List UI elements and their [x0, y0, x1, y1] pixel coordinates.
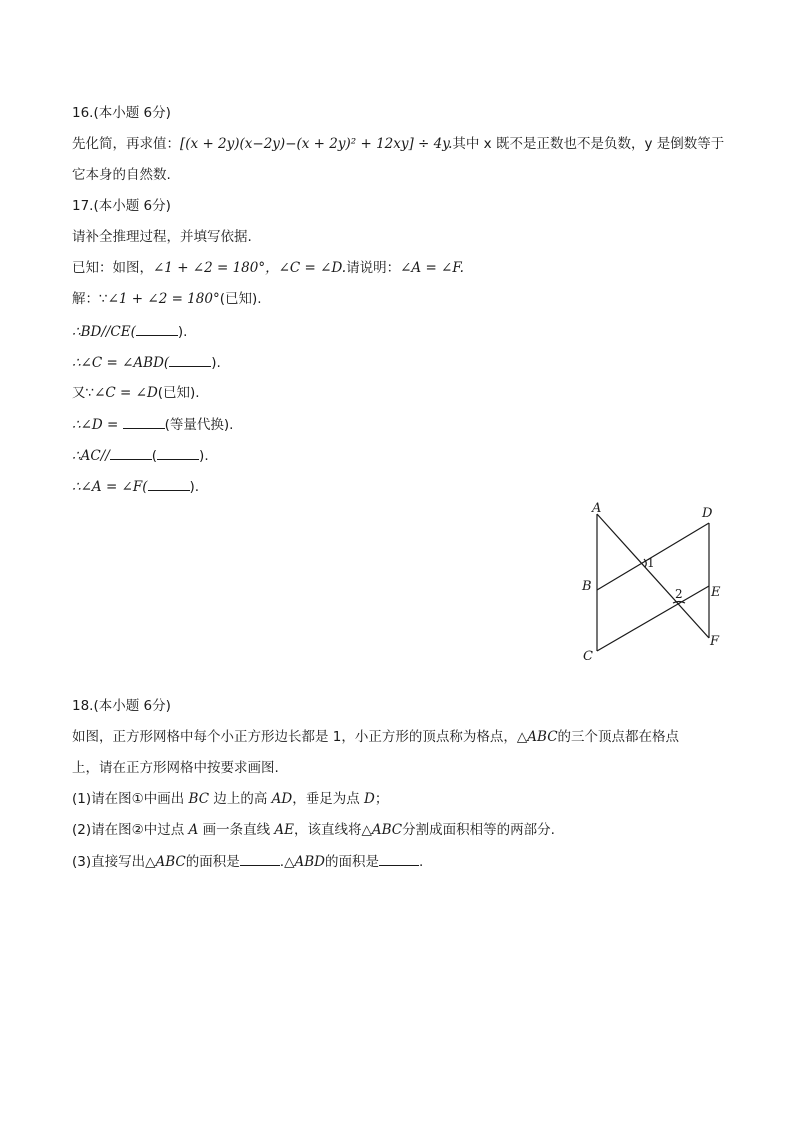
q18-item2-end: 分割成面积相等的两部分. — [402, 822, 555, 838]
q17-step5-end: ). — [199, 448, 209, 464]
q18-blank-area-abc[interactable] — [240, 852, 280, 866]
q18-line2: 上，请在正方形网格中按要求画图. — [72, 760, 279, 776]
q18-line1 — [72, 728, 679, 746]
q17-given-target: ∠A = ∠F. — [400, 260, 464, 276]
label-c: C — [583, 649, 593, 664]
q18-item2-ae: AE — [274, 822, 294, 838]
label-d: D — [702, 506, 713, 521]
q18-item3-tri1: △ABC — [145, 854, 186, 870]
q18-item3-end: . — [418, 854, 424, 870]
q18-item3-prefix: (3)直接写出 — [72, 854, 146, 870]
label-angle-1: 1 — [647, 556, 655, 570]
q18-item1-prefix: (1)请在图①中画出 — [72, 791, 189, 807]
q18-item3-mid2: 的面积是 — [324, 854, 379, 870]
q17-step3-prefix: 又∵ — [72, 385, 95, 401]
q17-given-prefix: 已知：如图， — [72, 260, 153, 276]
q17-step6-end: ). — [189, 479, 200, 495]
label-angle-2: 2 — [675, 587, 683, 601]
q16-header: 16.(本小题 6分) — [72, 105, 171, 121]
q17-step3-suffix: (已知). — [157, 385, 200, 401]
segment-ce — [597, 586, 709, 651]
q17-step5-math: ∴AC// — [72, 448, 110, 464]
q17-step5-mid: ( — [151, 448, 158, 464]
q18-item2-tri: △ABC — [361, 822, 403, 838]
q16-suffix: 其中 x 既不是正数也不是负数，y 是倒数等于 — [452, 136, 725, 152]
q18-item3-tri2: △ABD — [284, 854, 325, 870]
q18-item1-d: D — [364, 791, 375, 807]
q16-line2: 它本身的自然数. — [72, 167, 171, 183]
label-e: E — [711, 585, 721, 600]
q17-header: 17.(本小题 6分) — [72, 198, 171, 214]
q18-item2 — [72, 821, 555, 839]
q18-item3 — [72, 852, 423, 871]
q17-given-mid: 请说明： — [346, 260, 401, 276]
q16-prefix: 先化简，再求值： — [72, 136, 180, 152]
q18-blank-area-abd[interactable] — [379, 852, 419, 866]
q18-item1-mid: 边上的高 — [209, 791, 272, 807]
q17-step0-prefix: 解：∵ — [72, 291, 108, 307]
q17-step0-suffix: (已知). — [219, 291, 262, 307]
q17-step4-suffix: (等量代换). — [164, 417, 234, 433]
label-f: F — [710, 634, 720, 649]
label-a: A — [592, 501, 602, 516]
q17-step3-math: ∠C = ∠D — [94, 385, 158, 401]
q18-item2-prefix: (2)请在图②中过点 — [72, 822, 189, 838]
q18-item1-bc: BC — [188, 791, 210, 807]
q17-step2-math: ∴∠C = ∠ABD( — [72, 355, 170, 371]
label-b: B — [582, 579, 592, 594]
q17-step2-end: ). — [211, 355, 221, 371]
q18-item1 — [72, 790, 388, 808]
q18-line1-suffix: 的三个顶点都在格点 — [557, 729, 680, 745]
q17-step1-math: ∴BD//CE( — [72, 324, 136, 340]
q17-step6-math: ∴∠A = ∠F( — [72, 479, 148, 495]
q18-item2-mid2: ，该直线将 — [293, 822, 362, 838]
q18-header: 18.(本小题 6分) — [72, 698, 171, 714]
q18-line1-prefix: 如图，正方形网格中每个小正方形边长都是 1，小正方形的顶点称为格点， — [72, 729, 517, 745]
q18-item2-mid: 画一条直线 — [198, 822, 275, 838]
q16-expression: [(x + 2y)(x−2y)−(x + 2y)² + 12xy] ÷ 4y. — [180, 136, 453, 152]
q18-item3-mid: 的面积是 — [185, 854, 240, 870]
q18-line1-math: △ABC — [516, 729, 558, 745]
q18-item1-ad: AD — [271, 791, 293, 807]
q18-item1-mid2: ，垂足为点 — [292, 791, 365, 807]
q18-item1-end: ； — [374, 791, 389, 807]
q18-item3-sep: . — [279, 854, 285, 870]
q17-intro: 请补全推理过程，并填写依据. — [72, 229, 252, 245]
q18-item2-a: A — [188, 822, 199, 838]
q17-step0-math: ∠1 + ∠2 = 180° — [107, 291, 220, 307]
q17-step4-math: ∴∠D = — [72, 417, 123, 433]
q17-step1-end: ). — [177, 324, 188, 340]
q17-given-math: ∠1 + ∠2 = 180°，∠C = ∠D. — [153, 260, 347, 276]
